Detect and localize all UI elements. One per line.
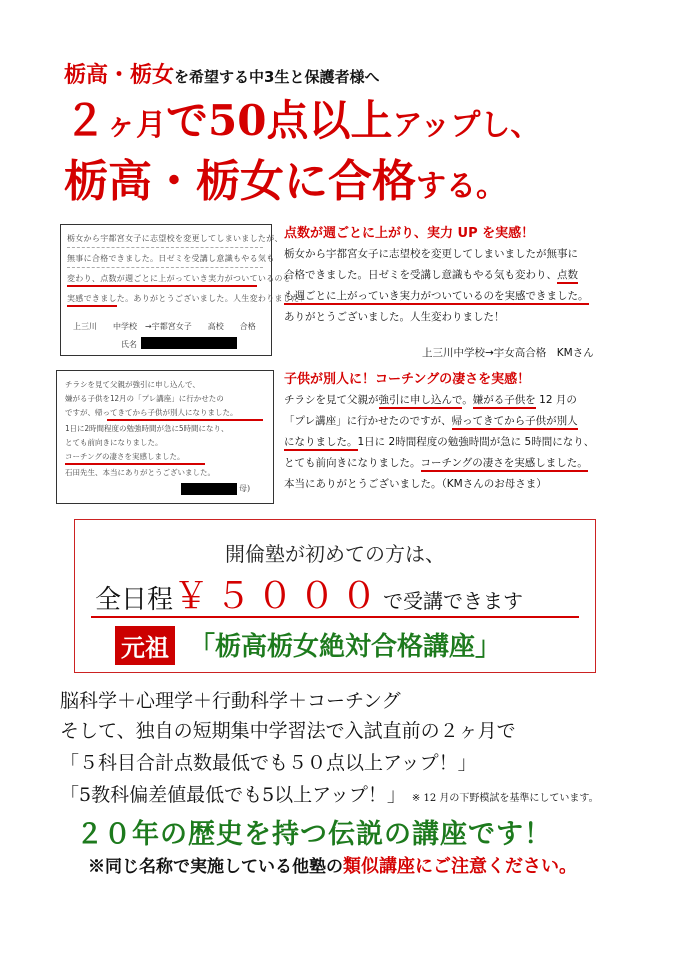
card2-line: とても前向きになりました。 (65, 438, 163, 447)
offer-price: ￥５０００ (173, 576, 384, 617)
headline-months: ヶ月 (106, 108, 167, 143)
headline-number: ２ (64, 96, 107, 145)
method-description: そして、独自の短期集中学習法で入試直前の２ヶ月で (60, 720, 516, 742)
card2-line: チラシを見て父親が強引に申し込んで、 (65, 380, 200, 389)
target-audience-text: を希望する中3生と保護者様へ (174, 68, 380, 86)
card2-line: ですが、帰ってきてから子供が別人になりました。 (65, 408, 238, 417)
card1-underline (67, 285, 257, 287)
testimonial1-body (284, 244, 589, 328)
card2-tail: 母) (239, 484, 251, 493)
method-line: 脳科学＋心理学＋行動科学＋コーチング (60, 690, 401, 712)
legend-course-line: ２０年の歴史を持つ伝説の講座です！ (76, 819, 552, 850)
testimonial1-line: 合格できました。日ゼミを受講し意識もやる気も変わり、点数 (284, 265, 589, 286)
target-schools: 栃高・栃女 (64, 63, 175, 88)
testimonial2-body (284, 390, 594, 495)
testimonial1-line: ありがとうございました。人生変わりました！ (284, 311, 505, 323)
testimonial2-line: チラシを見て父親が強引に申し込んで。嫌がる子供を 12 月の (284, 390, 594, 411)
redacted-name (181, 483, 237, 495)
headline-pass-main: 栃高・栃女に合格 (64, 156, 416, 207)
card2-underline (65, 463, 205, 465)
card1-underline (67, 305, 117, 307)
card2-line: 1日に2時間程度の勉強時間が急に5時間になり、 (65, 424, 229, 433)
caution-text: ※同じ名称で実施している他塾の (88, 857, 343, 877)
card1-line: 栃女から宇都宮女子に志望校を変更してしまいましたが、 (67, 234, 283, 243)
card1-line: 実感できました。ありがとうございました。人生変わりました！ (67, 294, 308, 303)
deviation-note: ※ 12 月の下野模試を基準にしています。 (411, 793, 599, 804)
card1-line: 変わり、点数が週ごとに上がっていき実力がついているのを (67, 274, 292, 283)
testimonial2-heading: 子供が別人に！コーチングの凄さを実感！ (284, 372, 531, 387)
testimonial1-line: 栃女から宇都宮女子に志望校を変更してしまいましたが無事に (284, 248, 578, 260)
caution-line (88, 852, 577, 878)
headline-pass-suffix: する。 (416, 169, 506, 204)
card2-line: コーチングの凄さを実感しました。 (65, 452, 185, 461)
card2-line: 嫌がる子供を12月の「プレ講座」に行かせたの (65, 394, 224, 403)
testimonial2-line: 「プレ講座」に行かせたのですが、帰ってきてから子供が別人 (284, 411, 594, 432)
offer-all-dates: 全日程 (95, 585, 174, 615)
testimonial2-line: とても前向きになりました。コーチングの凄さを実感しました。 (284, 453, 594, 474)
card1-rule (67, 267, 263, 268)
card2-line: 石田先生、本当にありがとうございました。 (65, 468, 215, 477)
offer-price-line (95, 568, 523, 619)
card2-underline (107, 419, 263, 421)
testimonial2-line: になりました。1日に 2時間程度の勉強時間が急に 5時間になり、 (284, 432, 594, 453)
offer-underline (91, 616, 579, 618)
promise-score: 「５科目合計点数最低でも５０点以上アップ！」 (60, 752, 477, 774)
headline-up: アップし、 (392, 108, 541, 143)
offer-box (74, 519, 596, 673)
headline-score-up (64, 96, 541, 145)
headline-pass (64, 156, 506, 207)
promise-deviation: 「5教科偏差値最低でも5以上アップ！」 (60, 784, 406, 806)
headline-de: で (166, 96, 209, 145)
original-badge: 元祖 (115, 626, 175, 665)
handwritten-card-2 (56, 370, 274, 504)
testimonial1-heading: 点数が週ごとに上がり、実力 UP を実感！ (284, 226, 535, 241)
target-audience-line (64, 58, 379, 89)
testimonial1-signature: 上三川中学校→宇女高合格 KMさん (422, 347, 594, 359)
card1-rule (67, 247, 263, 248)
promise-deviation-line (60, 780, 599, 807)
card1-school: 上三川 中学校 →宇都宮女子 高校 合格 (73, 322, 256, 331)
offer-intro: 開倫塾が初めての方は、 (225, 542, 445, 566)
testimonial2-line: 本当にありがとうございました。（KMさんのお母さま） (284, 478, 547, 490)
card1-name-label: 氏名 (121, 340, 137, 349)
caution-similar-course: 類似講座にご注意ください。 (343, 856, 577, 877)
headline-points: 50点以上 (208, 96, 393, 145)
testimonial1-line: も週ごとに上がっていき実力がついているのを実感できました。 (284, 286, 589, 307)
course-name: 「栃高栃女絶対合格講座」 (189, 632, 502, 662)
card1-line: 無事に合格できました。日ゼミを受講し意識もやる気も (67, 254, 275, 263)
offer-enroll-text: で受講できます (383, 589, 524, 613)
handwritten-card-1 (60, 224, 308, 356)
redacted-name (141, 337, 237, 349)
